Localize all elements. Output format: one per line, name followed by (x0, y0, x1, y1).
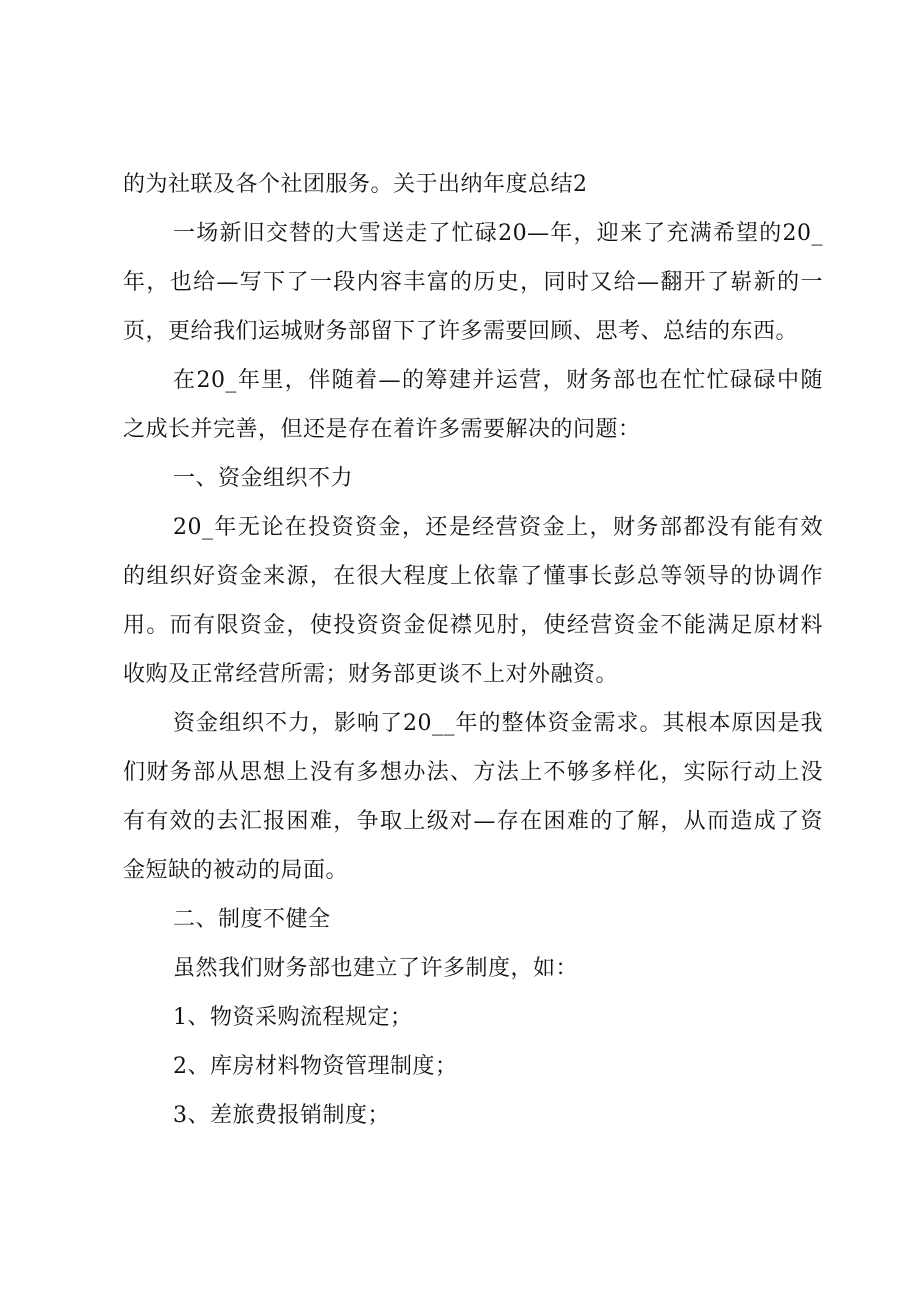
document-body (123, 160, 823, 1140)
paragraph-line: 20_年无论在投资资金，还是经营资金上，财务部都没有能有效 (173, 515, 823, 540)
list-item: 3、差旅费报销制度； (173, 1103, 390, 1128)
section-heading: 二、制度不健全 (173, 907, 331, 932)
paragraph-line: 资金组织不力，影响了20__年的整体资金需求。其根本原因是我 (173, 711, 823, 736)
paragraph-line: 页，更给我们运城财务部留下了许多需要回顾、思考、总结的东西。 (123, 319, 799, 344)
paragraph-line: 们财务部从思想上没有多想办法、方法上不够多样化，实际行动上没 (123, 760, 823, 785)
paragraph-line: 收购及正常经营所需；财务部更谈不上对外融资。 (123, 662, 619, 687)
paragraph-line: 用。而有限资金，使投资资金促襟见肘，使经营资金不能满足原材料 (123, 613, 823, 638)
paragraph-line: 在20_年里，伴随着—的筹建并运营，财务部也在忙忙碌碌中随 (173, 368, 823, 393)
paragraph-line: 年，也给—写下了一段内容丰富的历史，同时又给—翻开了崭新的一 (123, 270, 823, 295)
text-line: 的为社联及各个社团服务。关于出纳年度总结2 (123, 172, 588, 197)
paragraph-line: 金短缺的被动的局面。 (123, 858, 349, 883)
list-item: 1、物资采购流程规定； (173, 1005, 413, 1030)
paragraph-line: 之成长并完善，但还是存在着许多需要解决的问题： (123, 417, 641, 442)
paragraph-line: 一场新旧交替的大雪送走了忙碌20—年，迎来了充满希望的20_ (173, 221, 823, 246)
section-heading: 一、资金组织不力 (173, 466, 354, 491)
paragraph-line: 虽然我们财务部也建立了许多制度，如： (173, 956, 579, 981)
list-item: 2、库房材料物资管理制度； (173, 1054, 458, 1079)
paragraph-line: 的组织好资金来源，在很大程度上依靠了懂事长彭总等领导的协调作 (123, 564, 823, 589)
paragraph-line: 有有效的去汇报困难，争取上级对—存在困难的了解，从而造成了资 (123, 809, 823, 834)
